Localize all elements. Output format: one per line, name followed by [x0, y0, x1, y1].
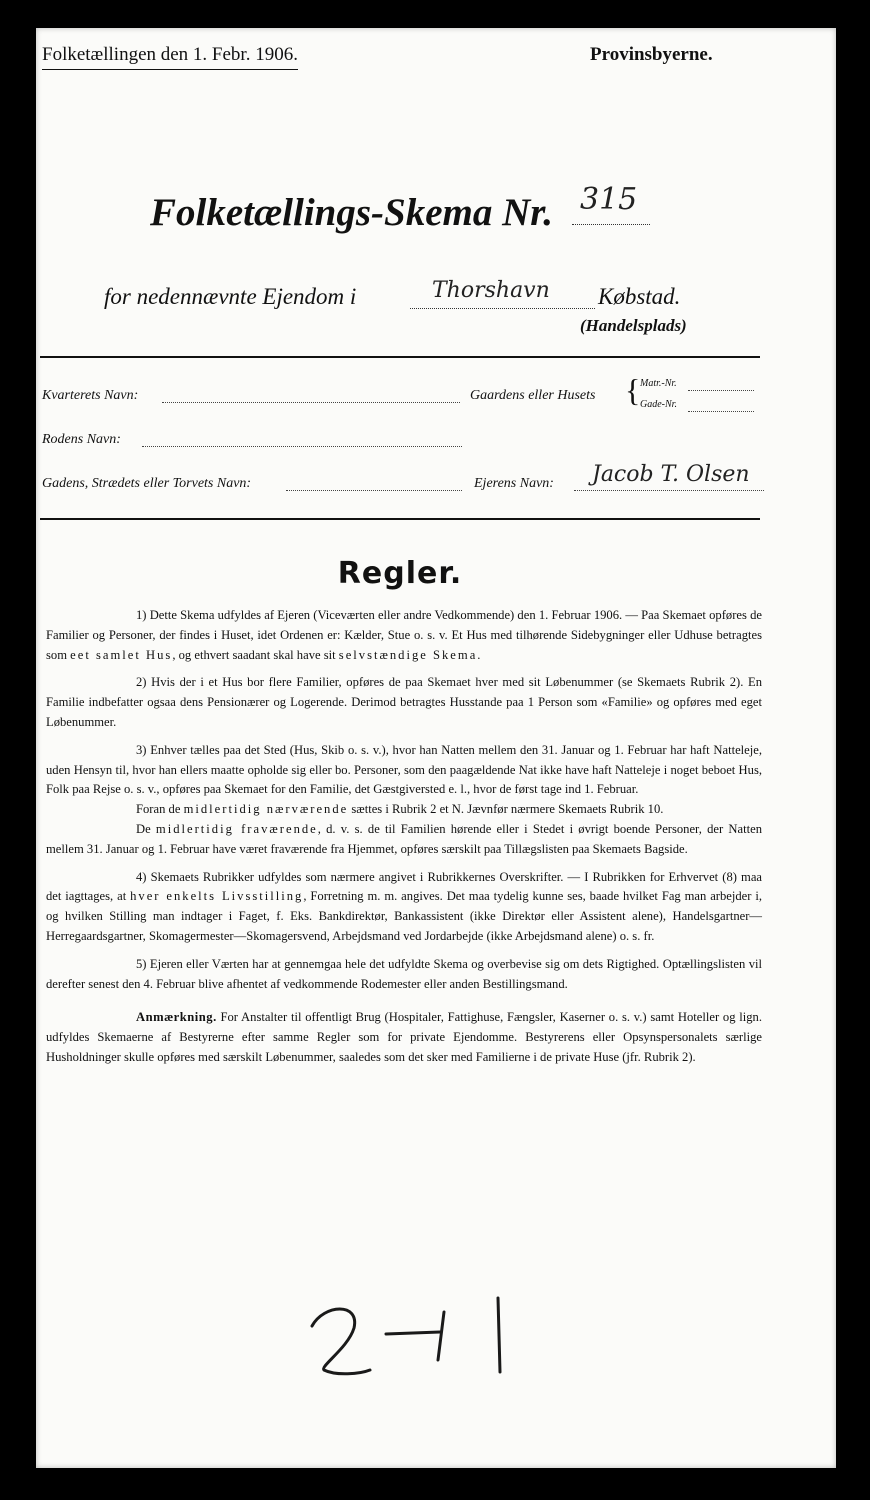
house-number-label: Gaardens eller Husets — [470, 388, 596, 403]
rules-text — [46, 606, 762, 1068]
bottom-divider — [40, 518, 760, 520]
quarter-name-line — [162, 402, 460, 403]
rule-5: 5) Ejeren eller Værten har at gennemgaa hele det udfyldte Skema og overbevise sig om dets Rigtighed. Optællingslisten vil derefter senest den 4. Februar blive afhentet af vedkommende Rodemester eller anden Bestillingsmand. — [46, 956, 762, 991]
top-divider — [40, 356, 760, 358]
matr-label: Matr.-Nr. — [640, 378, 677, 389]
census-date-header: Folketællingen den 1. Febr. 1906. — [42, 44, 298, 70]
rule-3: 3) Enhver tælles paa det Sted (Hus, Skib o. s. v.), hvor han Natten mellem den 31. Januar og 1. Februar har haft Natteleje, uden Hensyn til, hvor han ellers maatte opholde sig eller bo. Personer, som den paagældende Nat ikke have haft Natteleje i noget beboet Hus, Folk paa Rejse o. s. v., opføres paa Skemaet for den Familie, det Gæstgiversted e. l., hvor de først tage ind 1. Februar. — [46, 742, 762, 797]
quarter-name-label: Kvarterets Navn: — [42, 388, 139, 403]
gade-nr-line — [688, 411, 754, 412]
district-name-label: Rodens Navn: — [42, 432, 121, 447]
owner-name-handwritten: Jacob T. Olsen — [592, 462, 750, 487]
region-header: Provinsbyerne. — [590, 44, 713, 65]
matr-line — [688, 390, 754, 391]
rules-heading: Regler. — [337, 556, 463, 591]
form-number-line — [572, 224, 650, 225]
stroke-digit-4-horizontal — [386, 1332, 440, 1334]
stroke-digit-1 — [498, 1298, 500, 1372]
rule-1: 1) Dette Skema udfyldes af Ejeren (Viceværten eller andre Vedkommende) den 1. Februar 1906. — Paa Skemaet opføres de Familier og Personer, der findes i Huset, idet Ordenen er: Kælder, Stue o. s. v. Et Hus med tilhørende Sidebygninger eller Udhuse betragtes som eet samlet Hus, og ethvert saadant skal have sit selvstændige Skema. — [46, 608, 762, 662]
form-number-handwritten: 315 — [580, 182, 638, 217]
subtitle-prefix: for nedennævnte Ejendom i — [104, 284, 357, 309]
subtitle-alt: (Handelsplads) — [580, 316, 687, 335]
note: Anmærkning. For Anstalter til offentligt Brug (Hospitaler, Fattighuse, Fængsler, Kaserner o. s. v.) samt Hoteller og lign. udfyldes Skemaerne af Bestyrerne efter samme Regler som for private Ejendomme. Bestyrerens eller Opsynspersonalets særlige Husholdninger skulle opføres med særskilt Løbenummer, saaledes som det sker med Familierne i de private Huse (jfr. Rubrik 2). — [46, 1010, 762, 1064]
stroke-digit-2 — [312, 1309, 370, 1374]
bottom-handwritten-number — [290, 1290, 530, 1400]
owner-name-label: Ejerens Navn: — [474, 476, 554, 491]
gade-nr-label: Gade-Nr. — [640, 399, 677, 410]
place-handwritten: Thorshavn — [432, 278, 550, 303]
rule-3c: De midlertidig fraværende, d. v. s. de til Familien hørende eller i Stedet i øvrigt boende Personer, der Natten mellem 31. Januar og 1. Februar have været fraværende fra Hjemmet, opføres særskilt paa Tillægslisten paa Skemaets Bagside. — [46, 821, 762, 856]
subtitle-suffix: Købstad. — [598, 284, 681, 309]
form-title: Folketællings-Skema Nr. — [150, 191, 554, 234]
rule-2: 2) Hvis der i et Hus bor flere Familier, opføres de paa Skemaet hver med sit Løbenummer (se Skemaets Rubrik 2). En Familie indbefatter ogsaa dens Pensionærer og Logerende. Derimod betragtes Husstande paa 1 Person som «Familie» og opføres med eget Løbenummer. — [46, 675, 762, 729]
brace: { — [625, 372, 641, 408]
rule-4: 4) Skemaets Rubrikker udfyldes som nærmere angivet i Rubrikkernes Overskrifter. — I Rubrikken for Erhvervet (8) maa det iagttages, at hver enkelts Livsstilling, Forretning m. m. angives. Det maa tydelig kunne ses, baade hvilket Fag man arbejder i, og hvilken Stilling man indtager i Faget, f. Eks. Bankdirektør, Bankassistent (ikke Direktør eller Assistent alene), Handelsgartner—Herregaardsgartner, Skomagermester—Skomagersvend, Arbejdsmand ved Jordarbejde (ikke Arbejdsmand alene) o. s. fr. — [46, 869, 763, 943]
stroke-digit-4-vertical — [438, 1312, 444, 1360]
district-name-line — [142, 446, 462, 447]
street-name-label: Gadens, Strædets eller Torvets Navn: — [42, 476, 252, 491]
place-line — [410, 308, 595, 309]
rule-3b: Foran de midlertidig nærværende sættes i Rubrik 2 et N. Jævnfør nærmere Skemaets Rubrik 10. — [136, 802, 664, 817]
owner-name-line — [574, 490, 764, 491]
street-name-line — [286, 490, 462, 491]
